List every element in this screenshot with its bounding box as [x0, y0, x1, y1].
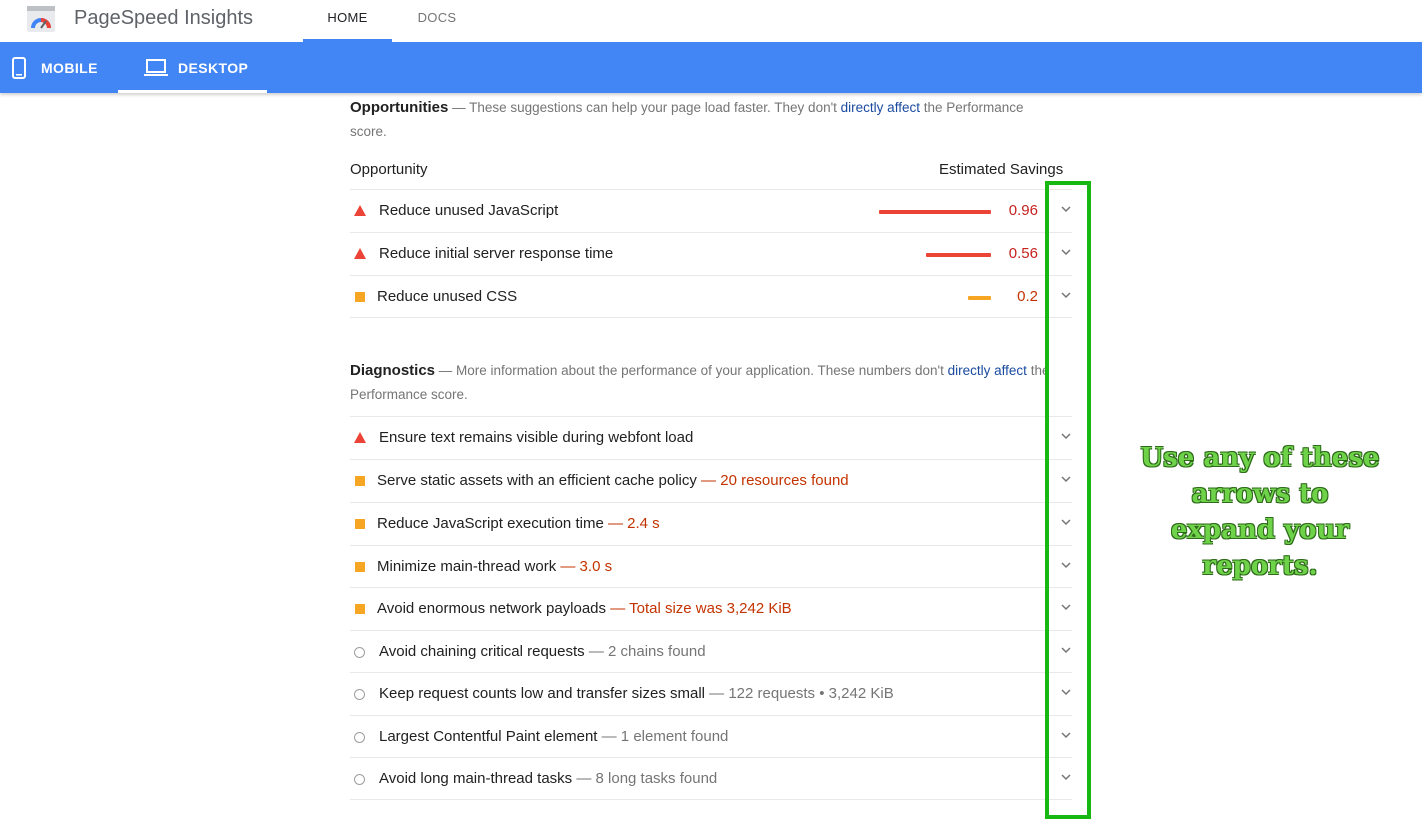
info-circle-icon: [354, 774, 365, 785]
annotation-note: Use any of these arrows to expand your reports.: [1140, 443, 1380, 581]
diagnostic-detail: — 8 long tasks found: [572, 770, 718, 787]
device-bar: [0, 42, 1422, 93]
opportunity-row[interactable]: [350, 189, 1072, 232]
diagnostics-directly-affect-link[interactable]: directly affect: [947, 363, 1027, 378]
nav-tab-home[interactable]: HOME: [303, 0, 392, 42]
average-square-icon: [355, 604, 365, 614]
arrows-highlight-box: [1045, 181, 1091, 819]
diagnostic-detail: — 2.4 s: [603, 515, 660, 532]
opportunity-title: Reduce unused JavaScript: [379, 202, 559, 219]
info-circle-icon: [354, 689, 365, 700]
diagnostic-row[interactable]: [350, 757, 1072, 800]
diagnostic-detail: — 122 requests • 3,242 KiB: [705, 685, 894, 702]
diagnostic-title-text: Avoid enormous network payloads: [377, 600, 607, 617]
info-circle-icon: [354, 732, 365, 743]
diagnostics-desc-before: — More information about the performance of your application. These numbers don't: [435, 363, 948, 378]
diagnostic-title-text: Avoid long main-thread tasks: [379, 770, 573, 787]
diagnostic-row[interactable]: [350, 715, 1072, 758]
diagnostic-row[interactable]: [350, 416, 1072, 459]
phone-icon: [12, 57, 26, 79]
diagnostic-row[interactable]: [350, 672, 1072, 715]
column-header-opportunity: Opportunity: [350, 161, 428, 178]
diagnostic-title: [379, 642, 706, 662]
diagnostic-row[interactable]: [350, 630, 1072, 673]
opportunity-title: Reduce unused CSS: [377, 288, 518, 305]
device-tab-desktop-label: DESKTOP: [178, 60, 249, 76]
diagnostic-detail: — 20 resources found: [696, 472, 849, 489]
diagnostics-desc-after: the Performance score.: [350, 363, 1050, 402]
diagnostic-title: [377, 471, 849, 491]
diagnostic-title-text: Reduce JavaScript execution time: [377, 515, 604, 532]
opportunities-desc-before: — These suggestions can help your page load faster. They don't: [448, 100, 841, 115]
diagnostic-detail: — 1 element found: [597, 728, 729, 745]
diagnostic-row[interactable]: [350, 502, 1072, 545]
info-circle-icon: [354, 647, 365, 658]
opportunities-header: [350, 96, 1050, 144]
diagnostic-title-text: Serve static assets with an efficient cache policy: [377, 472, 697, 489]
average-square-icon: [355, 292, 365, 302]
diagnostics-title: Diagnostics: [350, 362, 436, 379]
diagnostic-title-text: Largest Contentful Paint element: [379, 728, 598, 745]
savings-bar: [926, 253, 991, 257]
diagnostic-title: [377, 514, 660, 534]
average-square-icon: [355, 562, 365, 572]
diagnostic-title: [377, 557, 612, 577]
laptop-icon: [144, 59, 168, 77]
average-square-icon: [355, 519, 365, 529]
opportunity-row[interactable]: [350, 232, 1072, 275]
column-header-estimated-savings: Estimated Savings: [939, 161, 1064, 178]
opportunities-desc-after: the Performance score.: [350, 100, 1024, 139]
diagnostic-title: [379, 727, 728, 747]
diagnostic-title-text: Ensure text remains visible during webfont load: [379, 429, 694, 446]
diagnostic-title-text: Minimize main-thread work: [377, 558, 557, 575]
savings-bar: [968, 296, 991, 300]
diagnostic-detail: — Total size was 3,242 KiB: [606, 600, 792, 617]
opportunities-directly-affect-link[interactable]: directly affect: [840, 100, 920, 115]
diagnostic-detail: — 3.0 s: [556, 558, 613, 575]
diagnostic-title-text: Avoid chaining critical requests: [379, 643, 585, 660]
fail-triangle-icon: [354, 432, 366, 443]
opportunity-title: Reduce initial server response time: [379, 245, 614, 262]
opportunity-saving: 0.2: [1017, 288, 1038, 305]
diagnostic-title: [379, 428, 693, 448]
device-tab-mobile[interactable]: [0, 42, 118, 93]
diagnostic-title-text: Keep request counts low and transfer sizes small: [379, 685, 705, 702]
diagnostic-detail: — 2 chains found: [584, 643, 706, 660]
nav-tab-docs[interactable]: DOCS: [417, 10, 457, 25]
fail-triangle-icon: [354, 205, 366, 216]
diagnostic-row[interactable]: [350, 545, 1072, 588]
pagespeed-logo-icon[interactable]: [26, 4, 56, 34]
average-square-icon: [355, 476, 365, 486]
opportunities-title: Opportunities: [350, 99, 449, 116]
diagnostic-row[interactable]: [350, 459, 1072, 502]
opportunity-saving: 0.96: [1008, 202, 1038, 219]
diagnostics-header: [350, 359, 1050, 407]
top-bar: [0, 0, 1422, 42]
diagnostic-title: [377, 599, 792, 619]
diagnostic-title: [379, 769, 717, 789]
savings-bar: [879, 210, 991, 214]
opportunity-row[interactable]: [350, 275, 1072, 318]
opportunity-saving: 0.56: [1008, 245, 1038, 262]
fail-triangle-icon: [354, 248, 366, 259]
app-title: PageSpeed Insights: [74, 7, 254, 29]
diagnostic-title: [379, 684, 894, 704]
diagnostic-row[interactable]: [350, 587, 1072, 630]
device-tab-desktop[interactable]: [118, 42, 267, 93]
device-tab-mobile-label: MOBILE: [41, 60, 98, 76]
